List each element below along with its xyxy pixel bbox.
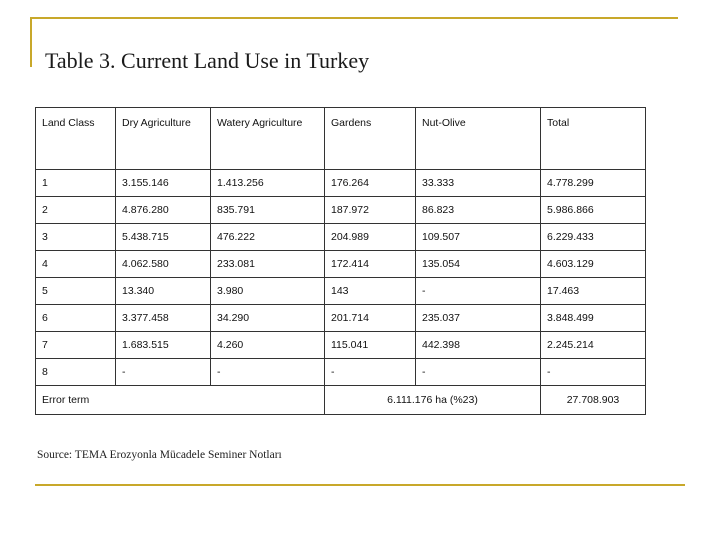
- table-cell: 6: [36, 305, 116, 332]
- table-row: [36, 278, 646, 305]
- table-cell: 3.848.499: [541, 305, 646, 332]
- table-cell: 235.037: [416, 305, 541, 332]
- table-cell: -: [416, 278, 541, 305]
- table-cell: 3.155.146: [116, 170, 211, 197]
- source-note: Source: TEMA Erozyonla Mücadele Seminer Notları: [37, 449, 282, 461]
- header-total: Total: [541, 108, 646, 170]
- bottom-rule: [35, 484, 685, 486]
- table-cell: 4.778.299: [541, 170, 646, 197]
- table-cell: -: [211, 359, 325, 386]
- table-cell: 13.340: [116, 278, 211, 305]
- table-cell: 204.989: [325, 224, 416, 251]
- table-cell: 34.290: [211, 305, 325, 332]
- table-cell: 135.054: [416, 251, 541, 278]
- table-cell: 1.683.515: [116, 332, 211, 359]
- table-cell: -: [325, 359, 416, 386]
- table-cell: 176.264: [325, 170, 416, 197]
- table-cell: 476.222: [211, 224, 325, 251]
- table-cell: 835.791: [211, 197, 325, 224]
- table-cell: 2.245.214: [541, 332, 646, 359]
- frame-horizontal-rule: [30, 17, 678, 19]
- table-cell: 143: [325, 278, 416, 305]
- table-row: [36, 251, 646, 278]
- table-cell: 187.972: [325, 197, 416, 224]
- table-cell: 3.377.458: [116, 305, 211, 332]
- header-watery-agriculture: Watery Agriculture: [211, 108, 325, 170]
- header-gardens: Gardens: [325, 108, 416, 170]
- table-row: [36, 170, 646, 197]
- table-cell: 2: [36, 197, 116, 224]
- table-cell: 115.041: [325, 332, 416, 359]
- table-cell: 86.823: [416, 197, 541, 224]
- table-cell: 172.414: [325, 251, 416, 278]
- table-cell: 233.081: [211, 251, 325, 278]
- table-cell: 4.876.280: [116, 197, 211, 224]
- table-row: [36, 197, 646, 224]
- table-cell: 4.260: [211, 332, 325, 359]
- table-cell: 442.398: [416, 332, 541, 359]
- table-cell: -: [416, 359, 541, 386]
- table-cell: 5: [36, 278, 116, 305]
- table-header-row: [36, 108, 646, 170]
- error-term-value: 6.111.176 ha (%23): [325, 386, 541, 415]
- header-land-class: Land Class: [36, 108, 116, 170]
- table-cell: -: [541, 359, 646, 386]
- table-cell: 109.507: [416, 224, 541, 251]
- table-cell: 4.603.129: [541, 251, 646, 278]
- table-cell: 1.413.256: [211, 170, 325, 197]
- table-cell: 4.062.580: [116, 251, 211, 278]
- table-cell: 201.714: [325, 305, 416, 332]
- table-row: [36, 224, 646, 251]
- table-cell: 17.463: [541, 278, 646, 305]
- table-row: [36, 332, 646, 359]
- table-cell: 3: [36, 224, 116, 251]
- table-cell: 7: [36, 332, 116, 359]
- land-use-table: [35, 107, 646, 415]
- table-cell: 3.980: [211, 278, 325, 305]
- slide-title: Table 3. Current Land Use in Turkey: [45, 48, 370, 73]
- table-row: [36, 305, 646, 332]
- error-term-label: Error term: [36, 386, 325, 415]
- table-cell: 4: [36, 251, 116, 278]
- error-term-row: [36, 386, 646, 415]
- table-cell: -: [116, 359, 211, 386]
- table-cell: 33.333: [416, 170, 541, 197]
- error-term-total: 27.708.903: [541, 386, 646, 415]
- header-nut-olive: Nut-Olive: [416, 108, 541, 170]
- header-dry-agriculture: Dry Agriculture: [116, 108, 211, 170]
- table-cell: 1: [36, 170, 116, 197]
- table-cell: 8: [36, 359, 116, 386]
- table-cell: 5.986.866: [541, 197, 646, 224]
- frame-vertical-rule: [30, 17, 32, 67]
- table-cell: 6.229.433: [541, 224, 646, 251]
- table-row: [36, 359, 646, 386]
- table-cell: 5.438.715: [116, 224, 211, 251]
